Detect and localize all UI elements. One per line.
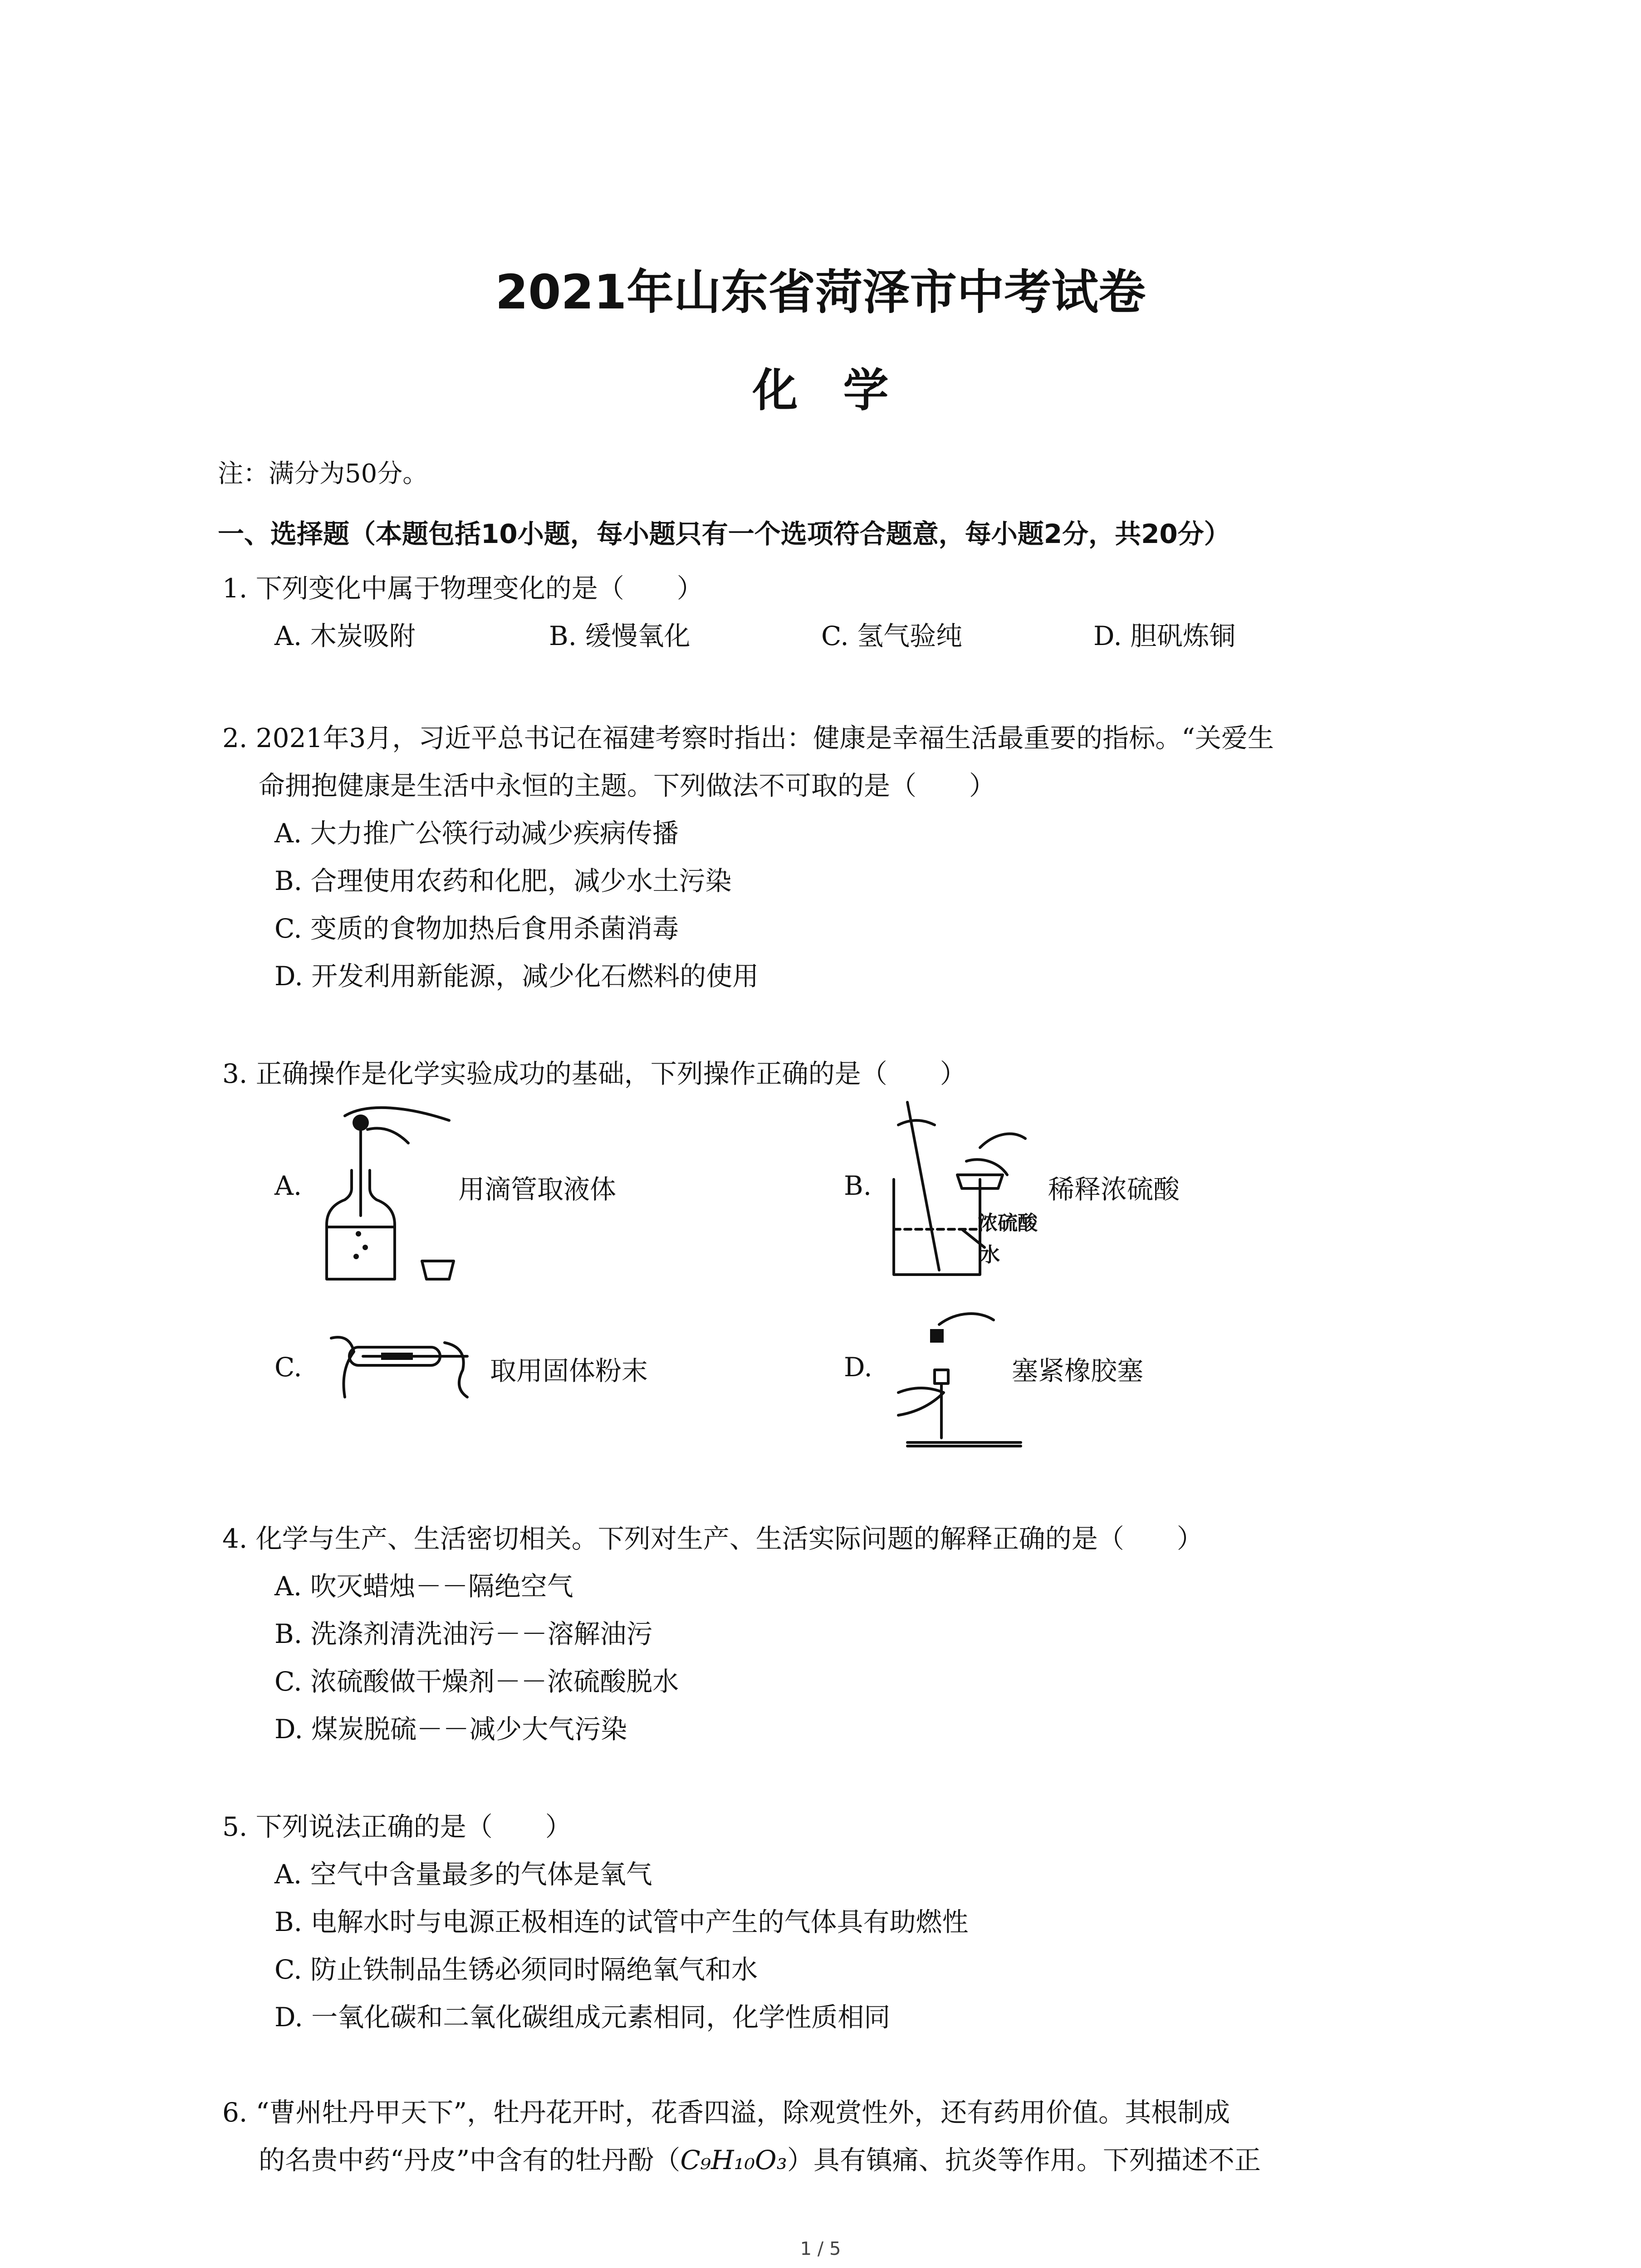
q1-option-d: D. 胆矾炼铜 xyxy=(1093,621,1236,651)
q3-option-c-letter: C. xyxy=(274,1352,302,1383)
q4-option-a: A. 吹灭蜡烛－－隔绝空气 xyxy=(274,1571,573,1602)
q4-stem: 4. 化学与生产、生活密切相关。下列对生产、生活实际问题的解释正确的是（ ） xyxy=(222,1523,1203,1554)
dropper-bottle-icon xyxy=(318,1098,463,1288)
rubber-stopper-icon xyxy=(889,1302,1025,1452)
q3-option-a-caption: 用滴管取液体 xyxy=(458,1174,617,1205)
q3-label-water: 水 xyxy=(980,1243,1000,1266)
q6-line2-post: ）具有镇痛、抗炎等作用。下列描述不正 xyxy=(787,2145,1261,2175)
q1-stem: 1. 下列变化中属于物理变化的是（ ） xyxy=(222,573,703,604)
q6-formula: C₉H₁₀O₃ xyxy=(680,2145,787,2175)
q3-option-a-letter: A. xyxy=(274,1170,302,1201)
q3-option-d-letter: D. xyxy=(844,1352,872,1383)
subject-title: 化 学 xyxy=(752,364,889,417)
q5-option-b: B. 电解水时与电源正极相连的试管中产生的气体具有助燃性 xyxy=(274,1906,969,1937)
q6-stem-line1: 6. “曹州牡丹甲天下”，牡丹花开时，花香四溢，除观赏性外，还有药用价值。其根制成 xyxy=(222,2097,1230,2128)
q4-option-b: B. 洗涤剂清洗油污－－溶解油污 xyxy=(274,1618,653,1649)
test-tube-powder-icon xyxy=(322,1325,476,1402)
q2-option-b: B. 合理使用农药和化肥，减少水土污染 xyxy=(274,865,732,896)
page-number: 1 / 5 xyxy=(800,2239,841,2259)
q2-option-a: A. 大力推广公筷行动减少疾病传播 xyxy=(274,818,679,849)
q1-option-b: B. 缓慢氧化 xyxy=(549,621,691,651)
q6-line2-pre: 的名贵中药“丹皮”中含有的牡丹酚（ xyxy=(259,2145,681,2175)
q5-option-d: D. 一氧化碳和二氧化碳组成元素相同，化学性质相同 xyxy=(274,2002,891,2033)
q5-option-a: A. 空气中含量最多的气体是氧气 xyxy=(274,1859,652,1890)
q2-option-c: C. 变质的食物加热后食用杀菌消毒 xyxy=(274,913,679,944)
q4-option-d: D. 煤炭脱硫－－减少大气污染 xyxy=(274,1714,627,1745)
q3-option-b-caption: 稀释浓硫酸 xyxy=(1048,1174,1180,1205)
q4-option-c: C. 浓硫酸做干燥剂－－浓硫酸脱水 xyxy=(274,1666,679,1697)
q3-option-b-letter: B. xyxy=(844,1170,872,1201)
q3-option-d-caption: 塞紧橡胶塞 xyxy=(1012,1355,1144,1386)
q1-option-c: C. 氢气验纯 xyxy=(821,621,963,651)
q5-stem: 5. 下列说法正确的是（ ） xyxy=(222,1811,572,1842)
beaker-dilution-icon xyxy=(889,1098,1034,1288)
q1-option-a: A. 木炭吸附 xyxy=(274,621,416,651)
exam-title: 2021年山东省菏泽市中考试卷 xyxy=(495,264,1146,320)
section-heading: 一、选择题（本题包括10小题，每小题只有一个选项符合题意，每小题2分，共20分） xyxy=(218,518,1230,549)
q2-stem-line2: 命拥抱健康是生活中永恒的主题。下列做法不可取的是（ ） xyxy=(259,770,996,801)
q2-stem-line1: 2. 2021年3月，习近平总书记在福建考察时指出：健康是幸福生活最重要的指标。“关爱生 xyxy=(222,723,1274,753)
q3-option-c-caption: 取用固体粉末 xyxy=(490,1355,648,1386)
q3-label-acid: 浓硫酸 xyxy=(978,1212,1038,1235)
q3-stem: 3. 正确操作是化学实验成功的基础，下列操作正确的是（ ） xyxy=(222,1058,966,1089)
score-note: 注：满分为50分。 xyxy=(218,459,428,489)
q2-option-d: D. 开发利用新能源，减少化石燃料的使用 xyxy=(274,961,759,992)
q6-stem-line2 xyxy=(259,2139,1261,2177)
q5-option-c: C. 防止铁制品生锈必须同时隔绝氧气和水 xyxy=(274,1954,758,1985)
